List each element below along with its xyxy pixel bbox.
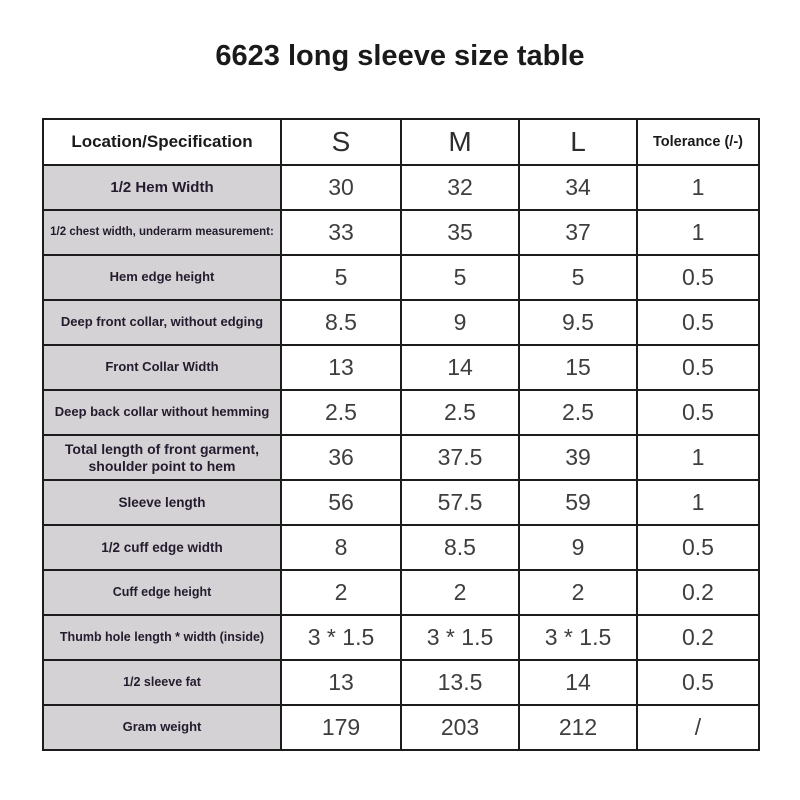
row-label: 1/2 Hem Width bbox=[43, 165, 281, 210]
size-s-value: 13 bbox=[281, 660, 401, 705]
header-row bbox=[43, 119, 759, 165]
tolerance-value: / bbox=[637, 705, 759, 750]
column-header-tolerance: Tolerance (/-) bbox=[637, 119, 759, 165]
size-s-value: 2 bbox=[281, 570, 401, 615]
size-m-value: 14 bbox=[401, 345, 519, 390]
row-label: Hem edge height bbox=[43, 255, 281, 300]
size-l-value: 34 bbox=[519, 165, 637, 210]
table-row bbox=[43, 165, 759, 210]
row-label: 1/2 chest width, underarm measurement: bbox=[43, 210, 281, 255]
column-header-size-m: M bbox=[401, 119, 519, 165]
size-l-value: 39 bbox=[519, 435, 637, 480]
row-label: Deep front collar, without edging bbox=[43, 300, 281, 345]
size-m-value: 57.5 bbox=[401, 480, 519, 525]
size-l-value: 3 * 1.5 bbox=[519, 615, 637, 660]
row-label: Front Collar Width bbox=[43, 345, 281, 390]
size-m-value: 35 bbox=[401, 210, 519, 255]
tolerance-value: 1 bbox=[637, 480, 759, 525]
size-s-value: 179 bbox=[281, 705, 401, 750]
size-m-value: 2.5 bbox=[401, 390, 519, 435]
size-l-value: 5 bbox=[519, 255, 637, 300]
size-m-value: 8.5 bbox=[401, 525, 519, 570]
size-s-value: 8.5 bbox=[281, 300, 401, 345]
tolerance-value: 1 bbox=[637, 435, 759, 480]
table-row bbox=[43, 345, 759, 390]
tolerance-value: 0.5 bbox=[637, 255, 759, 300]
table-row bbox=[43, 435, 759, 480]
tolerance-value: 0.5 bbox=[637, 525, 759, 570]
size-l-value: 9.5 bbox=[519, 300, 637, 345]
size-table bbox=[42, 118, 760, 751]
size-s-value: 56 bbox=[281, 480, 401, 525]
size-l-value: 59 bbox=[519, 480, 637, 525]
table-row bbox=[43, 570, 759, 615]
column-header-size-l: L bbox=[519, 119, 637, 165]
tolerance-value: 0.2 bbox=[637, 570, 759, 615]
size-m-value: 203 bbox=[401, 705, 519, 750]
size-s-value: 33 bbox=[281, 210, 401, 255]
tolerance-value: 1 bbox=[637, 210, 759, 255]
tolerance-value: 0.5 bbox=[637, 660, 759, 705]
size-l-value: 9 bbox=[519, 525, 637, 570]
row-label: 1/2 cuff edge width bbox=[43, 525, 281, 570]
tolerance-value: 0.2 bbox=[637, 615, 759, 660]
table-row bbox=[43, 660, 759, 705]
size-m-value: 5 bbox=[401, 255, 519, 300]
tolerance-value: 0.5 bbox=[637, 300, 759, 345]
size-l-value: 2.5 bbox=[519, 390, 637, 435]
size-s-value: 3 * 1.5 bbox=[281, 615, 401, 660]
size-l-value: 15 bbox=[519, 345, 637, 390]
table-row bbox=[43, 255, 759, 300]
table-body bbox=[43, 165, 759, 750]
table-row bbox=[43, 210, 759, 255]
row-label: Thumb hole length * width (inside) bbox=[43, 615, 281, 660]
size-m-value: 32 bbox=[401, 165, 519, 210]
row-label: Sleeve length bbox=[43, 480, 281, 525]
row-label: Deep back collar without hemming bbox=[43, 390, 281, 435]
size-l-value: 2 bbox=[519, 570, 637, 615]
tolerance-value: 1 bbox=[637, 165, 759, 210]
tolerance-value: 0.5 bbox=[637, 390, 759, 435]
row-label: Cuff edge height bbox=[43, 570, 281, 615]
table-row bbox=[43, 480, 759, 525]
size-l-value: 14 bbox=[519, 660, 637, 705]
row-label: 1/2 sleeve fat bbox=[43, 660, 281, 705]
table-row bbox=[43, 300, 759, 345]
size-m-value: 2 bbox=[401, 570, 519, 615]
table-row bbox=[43, 525, 759, 570]
size-s-value: 2.5 bbox=[281, 390, 401, 435]
size-m-value: 3 * 1.5 bbox=[401, 615, 519, 660]
size-s-value: 30 bbox=[281, 165, 401, 210]
column-header-size-s: S bbox=[281, 119, 401, 165]
size-s-value: 13 bbox=[281, 345, 401, 390]
tolerance-value: 0.5 bbox=[637, 345, 759, 390]
size-l-value: 212 bbox=[519, 705, 637, 750]
table-row bbox=[43, 705, 759, 750]
size-s-value: 8 bbox=[281, 525, 401, 570]
size-m-value: 13.5 bbox=[401, 660, 519, 705]
size-m-value: 37.5 bbox=[401, 435, 519, 480]
row-label: Gram weight bbox=[43, 705, 281, 750]
size-s-value: 5 bbox=[281, 255, 401, 300]
table-row bbox=[43, 615, 759, 660]
page-title: 6623 long sleeve size table bbox=[215, 40, 585, 72]
row-label: Total length of front garment, shoulder point to hem bbox=[43, 435, 281, 480]
size-s-value: 36 bbox=[281, 435, 401, 480]
size-m-value: 9 bbox=[401, 300, 519, 345]
size-l-value: 37 bbox=[519, 210, 637, 255]
column-header-location-specification: Location/Specification bbox=[43, 119, 281, 165]
table-row bbox=[43, 390, 759, 435]
table-header bbox=[43, 119, 759, 165]
